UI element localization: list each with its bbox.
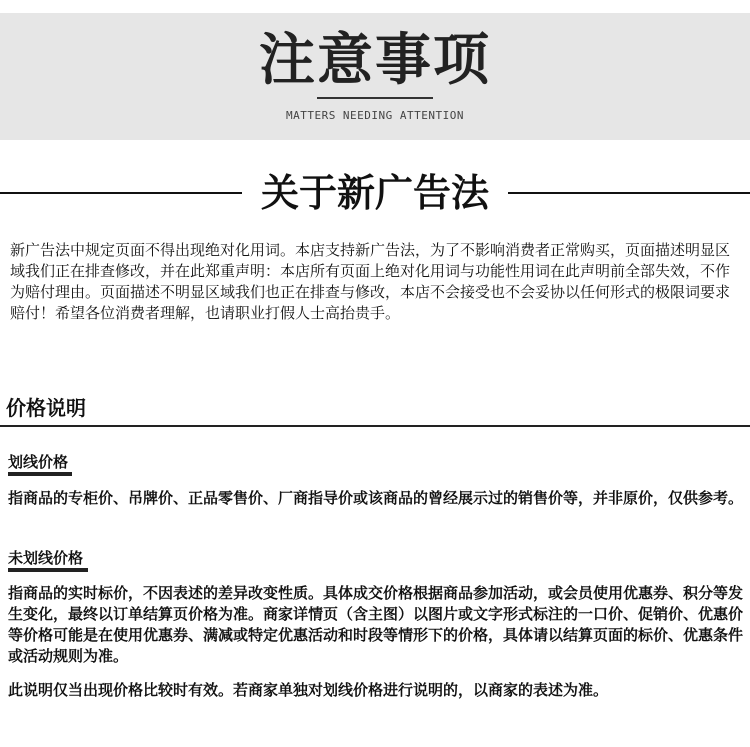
banner [0,13,750,140]
intro-paragraph: 新广告法中规定页面不得出现绝对化用词。本店支持新广告法，为了不影响消费者正常购买，页面描述明显区域我们正在排查修改，并在此郑重声明：本店所有页面上绝对化用词与功能性用词在此声明前全部失效，不作为赔付理由。页面描述不明显区域我们也正在排查与修改，本店不会接受也不会妥协以任何形式的极限词要求赔付！希望各位消费者理解，也请职业打假人士高抬贵手。 [10,241,731,322]
price-section-title: 价格说明 [6,396,86,420]
strike-price-underline [8,472,72,476]
nostrike-price-text: 指商品的实时标价，不因表述的差异改变性质。具体成交价格根据商品参加活动，或会员使用优惠券、积分等发生变化，最终以订单结算页价格为准。商家详情页（含主图）以图片或文字形式标注的一口价、促销价、优惠价等价格可能是在使用优惠券、满减或特定优惠活动和时段等情形下的价格，具体请以结算页面的标价、优惠条件或活动规则为准。 [8,584,744,665]
nostrike-price-underline [8,568,88,572]
section-line-right [508,192,750,194]
strike-price-title: 划线价格 [8,453,69,471]
section-title: 关于新广告法 [260,171,489,215]
section-header [0,168,750,218]
strike-price-text: 指商品的专柜价、吊牌价、正品零售价、厂商指导价或该商品的曾经展示过的销售价等，并非原价，仅供参考。 [8,489,744,507]
section-line-left [0,192,242,194]
banner-subtitle: MATTERS NEEDING ATTENTION [285,109,465,122]
price-section-divider [0,425,750,427]
banner-title: 注意事项 [259,28,491,93]
price-note: 此说明仅当出现价格比较时有效。若商家单独对划线价格进行说明的，以商家的表述为准。 [8,681,609,699]
banner-divider [317,97,433,99]
nostrike-price-title: 未划线价格 [8,549,84,567]
